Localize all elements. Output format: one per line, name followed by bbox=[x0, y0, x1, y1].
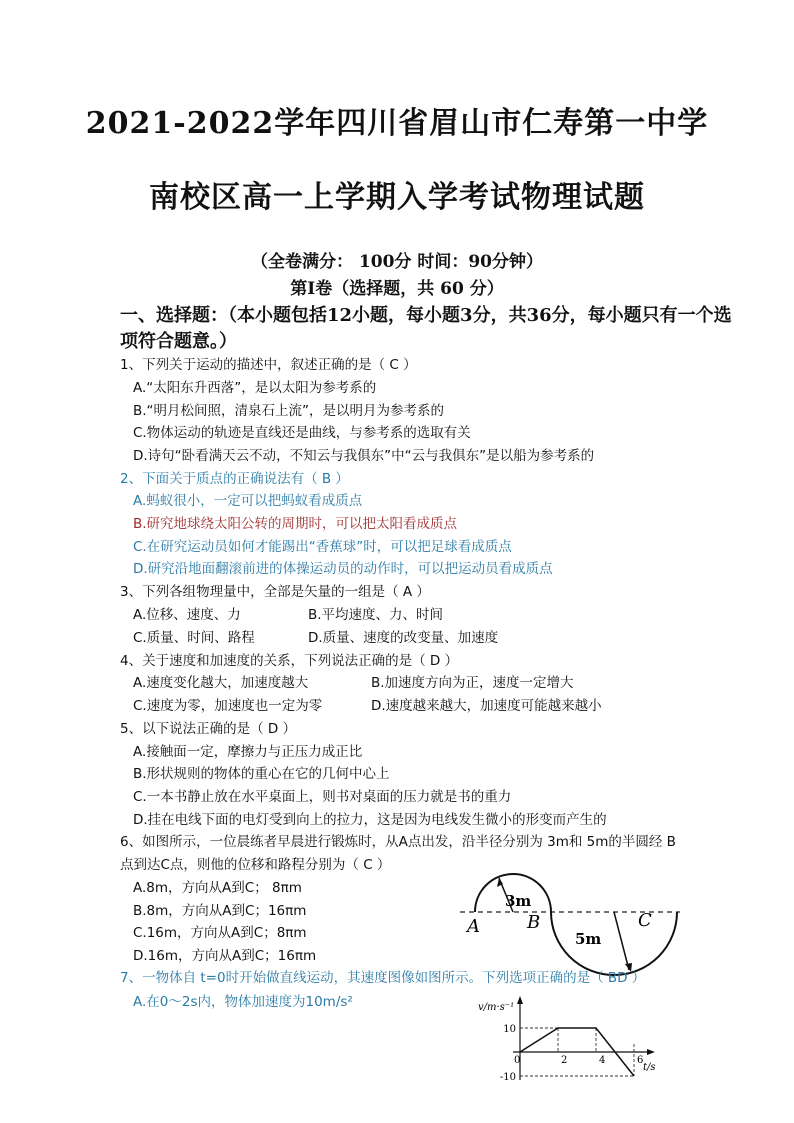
q2-option-b: B.研究地球绕太阳公转的周期时，可以把太阳看成质点 bbox=[133, 516, 458, 532]
x-tick-label: 6 bbox=[637, 1055, 644, 1066]
q6-option-c: C.16m，方向从A到C；8πm bbox=[133, 925, 307, 941]
q6-stem-line-2: 点到达C点，则他的位移和路程分别为（ C ） bbox=[120, 857, 391, 873]
y-tick-label: -10 bbox=[499, 1072, 516, 1083]
q4-option-a: A.速度变化越大，加速度越大 bbox=[133, 675, 309, 691]
q7-vt-graph bbox=[473, 992, 673, 1088]
title-line-2: 南校区高一上学期入学考试物理试题 bbox=[149, 180, 645, 215]
q3-stem: 3、下列各组物理量中，全部是矢量的一组是（ A ） bbox=[120, 584, 430, 600]
q6-option-a: A.8m，方向从A到C； 8πm bbox=[133, 880, 302, 896]
radius-5m-line bbox=[614, 912, 629, 970]
q5-stem: 5、以下说法正确的是（ D ） bbox=[120, 721, 297, 737]
x-tick-label: 4 bbox=[599, 1055, 606, 1066]
q2-option-a: A.蚂蚁很小，一定可以把蚂蚁看成质点 bbox=[133, 493, 363, 509]
label-a: A bbox=[467, 916, 480, 937]
q5-option-c: C.一本书静止放在水平桌面上，则书对桌面的压力就是书的重力 bbox=[133, 789, 512, 805]
q2-stem: 2、下面关于质点的正确说法有（ B ） bbox=[120, 471, 349, 487]
q6-option-b: B.8m，方向从A到C；16πm bbox=[133, 903, 307, 919]
q1-option-c: C.物体运动的轨迹是直线还是曲线，与参考系的选取有关 bbox=[133, 425, 471, 441]
part-title: 第Ⅰ卷（选择题，共 60 分） bbox=[290, 279, 504, 299]
q5-option-b: B.形状规则的物体的重心在它的几何中心上 bbox=[133, 766, 390, 782]
y-axis-label: v/m·s⁻¹ bbox=[478, 1002, 515, 1013]
label-5m: 5m bbox=[575, 930, 602, 948]
x-axis-label: t/s bbox=[643, 1062, 656, 1073]
y-tick-label: 10 bbox=[503, 1024, 516, 1035]
x-tick-label: 0 bbox=[514, 1055, 521, 1066]
q2-option-d: D.研究沿地面翻滚前进的体操运动员的动作时，可以把运动员看成质点 bbox=[133, 561, 553, 577]
label-3m: 3m bbox=[505, 892, 532, 910]
q4-option-d: D.速度越来越大，加速度可能越来越小 bbox=[371, 698, 602, 714]
label-b: B bbox=[527, 912, 541, 933]
q4-option-b: B.加速度方向为正，速度一定增大 bbox=[371, 675, 574, 691]
exam-info: （全卷满分： 100分 时间：90分钟） bbox=[251, 252, 543, 272]
q2-option-c: C.在研究运动员如何才能踢出“香蕉球”时，可以把足球看成质点 bbox=[133, 539, 512, 555]
q1-option-a: A.“太阳东升西落”，是以太阳为参考系的 bbox=[133, 380, 377, 396]
q5-option-d: D.挂在电线下面的电灯受到向上的拉力，这是因为电线发生微小的形变而产生的 bbox=[133, 812, 607, 828]
q1-stem: 1、下列关于运动的描述中，叙述正确的是（ C ） bbox=[120, 357, 417, 373]
q4-stem: 4、关于速度和加速度的关系，下列说法正确的是（ D ） bbox=[120, 653, 459, 669]
q3-option-a: A.位移、速度、力 bbox=[133, 607, 241, 623]
q6-path-figure bbox=[455, 862, 685, 980]
q1-option-b: B.“明月松间照，清泉石上流”，是以明月为参考系的 bbox=[133, 403, 445, 419]
q7-stem: 7、一物体自 t=0时开始做直线运动，其速度图像如图所示。下列选项正确的是（ BD ） bbox=[120, 970, 646, 986]
q1-option-d: D.诗句“卧看满天云不动，不知云与我俱东”中“云与我俱东”是以船为参考系的 bbox=[133, 448, 595, 464]
label-c: C bbox=[638, 910, 652, 931]
section-heading-1: 一、选择题：（本小题包括12小题，每小题3分，共36分，每小题只有一个选 bbox=[120, 305, 732, 326]
q6-option-d: D.16m，方向从A到C；16πm bbox=[133, 948, 317, 964]
q6-stem-line-1: 6、如图所示，一位晨练者早晨进行锻炼时，从A点出发，沿半径分别为 3m和 5m的半圆经 B bbox=[120, 834, 676, 850]
q3-option-c: C.质量、时间、路程 bbox=[133, 630, 255, 646]
y-axis-arrow bbox=[517, 996, 523, 1004]
q3-option-b: B.平均速度、力、时间 bbox=[308, 607, 444, 623]
x-axis-arrow bbox=[647, 1049, 655, 1055]
section-heading-2: 项符合题意。） bbox=[120, 331, 237, 352]
title-line-1: 2021-2022学年四川省眉山市仁寿第一中学 bbox=[85, 106, 709, 141]
tick-labels bbox=[500, 1024, 643, 1083]
x-tick-label: 2 bbox=[561, 1055, 568, 1066]
q3-option-d: D.质量、速度的改变量、加速度 bbox=[308, 630, 499, 646]
q4-option-c: C.速度为零，加速度也一定为零 bbox=[133, 698, 323, 714]
q7-option-a: A.在0～2s内，物体加速度为10m/s² bbox=[133, 994, 353, 1010]
q5-option-a: A.接触面一定，摩擦力与正压力成正比 bbox=[133, 744, 363, 760]
